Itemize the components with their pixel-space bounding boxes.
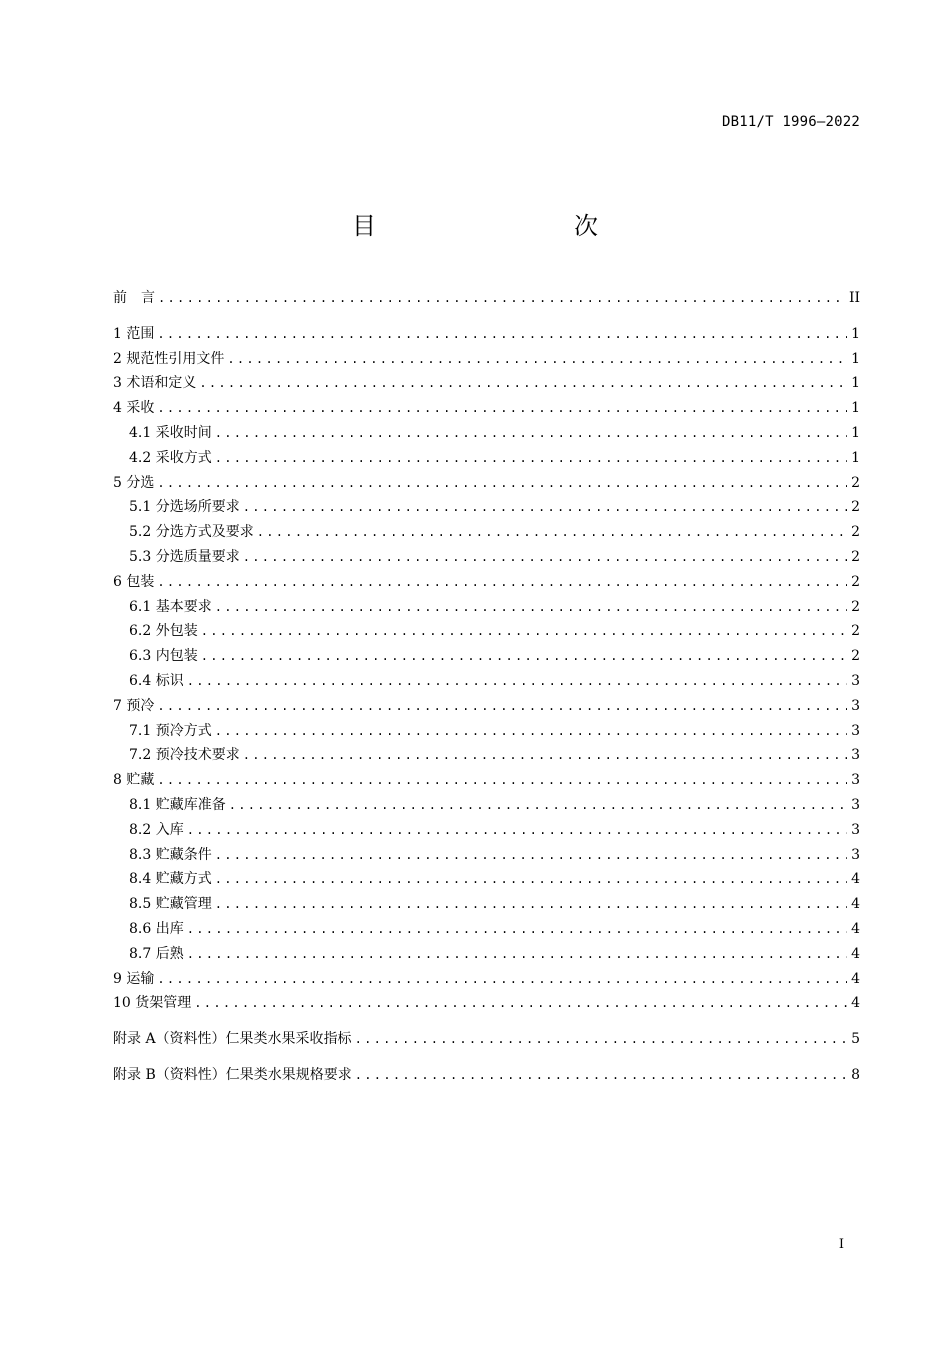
toc-entry-page: 3 — [851, 846, 860, 863]
toc-leader-dots — [215, 892, 847, 917]
toc-entry-label: 4.1 采收时间 — [129, 424, 212, 441]
toc-entry[interactable] — [113, 1063, 860, 1088]
toc-leader-dots — [194, 991, 847, 1016]
page-number: I — [838, 1237, 844, 1252]
toc-entry-page: 2 — [851, 623, 860, 640]
toc-entry-label: 7.1 预冷方式 — [129, 722, 212, 739]
toc-entry-label: 6.3 内包装 — [129, 648, 198, 665]
toc-leader-dots — [187, 669, 847, 694]
toc-entry-page: 1 — [851, 400, 860, 417]
toc-entry-label: 5 分选 — [113, 474, 155, 491]
toc-entry[interactable] — [113, 719, 860, 744]
toc-entry[interactable] — [113, 1027, 860, 1052]
toc-entry-page: 4 — [851, 970, 860, 987]
toc-entry-page: 1 — [851, 325, 860, 342]
toc-leader-dots — [187, 818, 847, 843]
toc-entry[interactable] — [113, 545, 860, 570]
toc-entry[interactable] — [113, 843, 860, 868]
toc-leader-dots — [201, 619, 847, 644]
toc-entry[interactable] — [113, 694, 860, 719]
standard-number: DB11/T 1996—2022 — [721, 114, 860, 130]
toc-leader-dots — [157, 471, 847, 496]
toc-entry-label: 5.2 分选方式及要求 — [129, 524, 254, 541]
toc-entry-label: 7 预冷 — [113, 697, 155, 714]
toc-entry-page: II — [848, 290, 860, 306]
toc-entry-label: 8.6 出库 — [129, 920, 184, 937]
toc-leader-dots — [243, 545, 847, 570]
toc-leader-dots — [187, 917, 847, 942]
toc-entry-page: 4 — [851, 896, 860, 913]
toc-entry-page: 2 — [851, 648, 860, 665]
toc-entry-page: 3 — [851, 722, 860, 739]
toc-entry-page: 2 — [851, 499, 860, 516]
toc-entry-label: 1 范围 — [113, 325, 155, 342]
toc-entry-label: 3 术语和定义 — [113, 375, 197, 392]
toc-entry[interactable] — [113, 520, 860, 545]
toc-entry-label: 6.1 基本要求 — [129, 598, 212, 615]
table-of-contents — [113, 286, 860, 1088]
toc-entry[interactable] — [113, 471, 860, 496]
toc-leader-dots — [215, 421, 847, 446]
toc-entry-page: 3 — [851, 697, 860, 714]
toc-entry-label: 8.4 贮藏方式 — [129, 871, 212, 888]
toc-entry-label: 附录 B（资料性）仁果类水果规格要求 — [113, 1066, 352, 1083]
toc-entry-page: 5 — [851, 1031, 860, 1048]
toc-entry[interactable] — [113, 669, 860, 694]
toc-leader-dots — [199, 371, 847, 396]
toc-leader-dots — [355, 1063, 847, 1088]
toc-leader-dots — [215, 867, 847, 892]
toc-entry-label: 6 包装 — [113, 573, 155, 590]
toc-leader-dots — [158, 286, 846, 311]
toc-entry-label: 2 规范性引用文件 — [113, 350, 225, 367]
toc-entry-page: 1 — [851, 350, 860, 367]
toc-entry[interactable] — [113, 595, 860, 620]
toc-entry-label: 前 言 — [113, 290, 155, 306]
toc-leader-dots — [157, 768, 847, 793]
toc-leader-dots — [157, 694, 847, 719]
toc-entry[interactable] — [113, 743, 860, 768]
toc-entry-label: 8 贮藏 — [113, 772, 155, 789]
toc-entry-page: 1 — [851, 375, 860, 392]
toc-entry-label: 8.1 贮藏库准备 — [129, 796, 226, 813]
toc-entry-page: 3 — [851, 672, 860, 689]
toc-entry-page: 1 — [851, 449, 860, 466]
toc-leader-dots — [355, 1027, 847, 1052]
toc-entry[interactable] — [113, 446, 860, 471]
toc-entry-label: 7.2 预冷技术要求 — [129, 747, 240, 764]
toc-entry-label: 附录 A（资料性）仁果类水果采收指标 — [113, 1031, 352, 1048]
toc-leader-dots — [157, 570, 847, 595]
toc-entry-page: 2 — [851, 548, 860, 565]
toc-entry-label: 8.5 贮藏管理 — [129, 896, 212, 913]
toc-entry[interactable] — [113, 892, 860, 917]
toc-entry-page: 2 — [851, 573, 860, 590]
toc-entry[interactable] — [113, 793, 860, 818]
toc-leader-dots — [227, 347, 847, 372]
toc-entry-page: 2 — [851, 474, 860, 491]
toc-entry[interactable] — [113, 917, 860, 942]
toc-leader-dots — [157, 322, 847, 347]
toc-leader-dots — [215, 595, 847, 620]
toc-entry-page: 3 — [851, 772, 860, 789]
toc-entry-label: 6.2 外包装 — [129, 623, 198, 640]
toc-leader-dots — [157, 396, 847, 421]
toc-leader-dots — [201, 644, 847, 669]
toc-entry[interactable] — [113, 768, 860, 793]
toc-entry-label: 10 货架管理 — [113, 995, 192, 1012]
page-title: 目 次 — [352, 212, 648, 240]
toc-leader-dots — [229, 793, 847, 818]
toc-entry[interactable] — [113, 421, 860, 446]
toc-entry[interactable] — [113, 396, 860, 421]
toc-entry[interactable] — [113, 495, 860, 520]
toc-entry-page: 2 — [851, 524, 860, 541]
toc-entry-label: 4 采收 — [113, 400, 155, 417]
toc-entry-label: 8.3 贮藏条件 — [129, 846, 212, 863]
toc-leader-dots — [243, 743, 847, 768]
toc-entry[interactable] — [113, 991, 860, 1016]
toc-entry-page: 4 — [851, 871, 860, 888]
toc-leader-dots — [215, 843, 847, 868]
toc-leader-dots — [257, 520, 847, 545]
toc-entry[interactable] — [113, 371, 860, 396]
toc-entry[interactable] — [113, 942, 860, 967]
toc-entry-page: 4 — [851, 995, 860, 1012]
toc-entry[interactable] — [113, 570, 860, 595]
toc-entry[interactable] — [113, 967, 860, 992]
toc-entry[interactable] — [113, 322, 860, 347]
toc-entry-label: 5.1 分选场所要求 — [129, 499, 240, 516]
toc-entry[interactable] — [113, 347, 860, 372]
toc-entry-label: 8.2 入库 — [129, 821, 184, 838]
toc-entry-label: 8.7 后熟 — [129, 945, 184, 962]
toc-entry-label: 9 运输 — [113, 970, 155, 987]
toc-entry-label: 4.2 采收方式 — [129, 449, 212, 466]
toc-entry-page: 3 — [851, 796, 860, 813]
toc-leader-dots — [215, 446, 847, 471]
toc-entry[interactable] — [113, 619, 860, 644]
toc-leader-dots — [243, 495, 847, 520]
toc-leader-dots — [157, 967, 847, 992]
toc-entry[interactable] — [113, 286, 860, 311]
toc-entry-page: 3 — [851, 821, 860, 838]
toc-leader-dots — [215, 719, 847, 744]
toc-entry-label: 6.4 标识 — [129, 672, 184, 689]
toc-entry[interactable] — [113, 818, 860, 843]
toc-entry-label: 5.3 分选质量要求 — [129, 548, 240, 565]
toc-entry-page: 8 — [851, 1066, 860, 1083]
toc-entry[interactable] — [113, 644, 860, 669]
toc-entry[interactable] — [113, 867, 860, 892]
toc-entry-page: 2 — [851, 598, 860, 615]
toc-entry-page: 4 — [851, 920, 860, 937]
toc-entry-page: 3 — [851, 747, 860, 764]
toc-leader-dots — [187, 942, 847, 967]
toc-entry-page: 1 — [851, 424, 860, 441]
toc-entry-page: 4 — [851, 945, 860, 962]
